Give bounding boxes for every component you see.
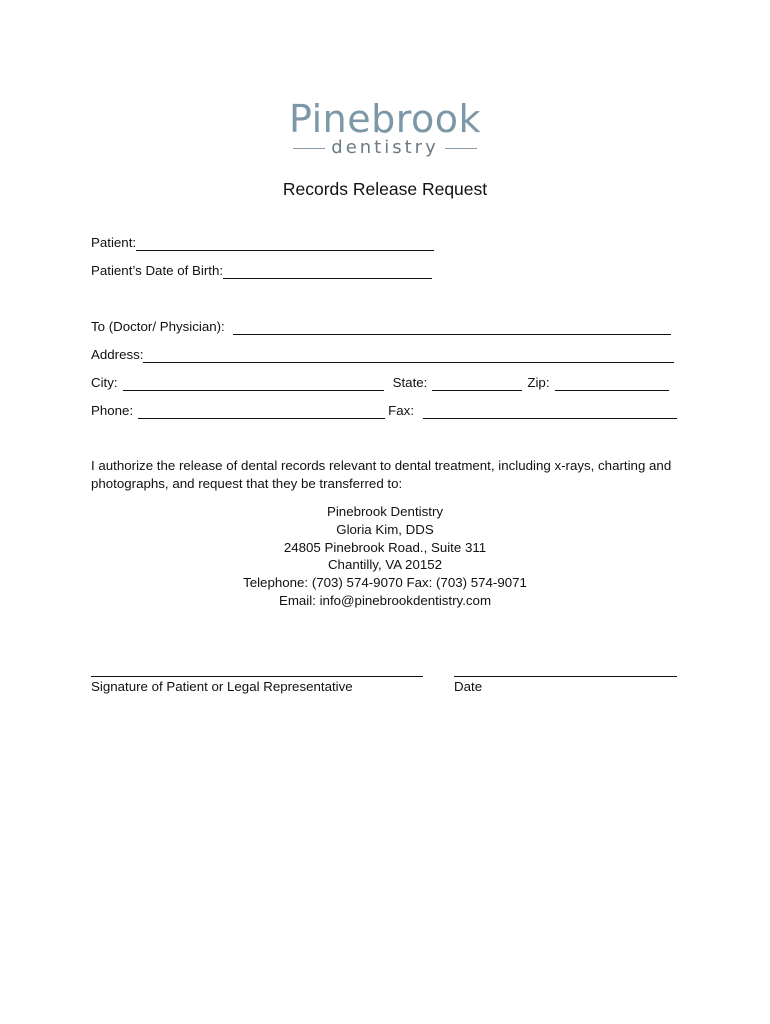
signature-label: Signature of Patient or Legal Representative <box>91 679 353 694</box>
phone-field[interactable] <box>138 405 385 419</box>
address-row <box>91 345 674 363</box>
recipient-address <box>0 503 770 610</box>
form-title: Records Release Request <box>282 179 488 199</box>
dob-label: Patient’s Date of Birth: <box>91 263 224 278</box>
zip-label: Zip: <box>527 375 550 390</box>
address-field[interactable] <box>143 349 674 363</box>
recipient-email: Email: info@pinebrookdentistry.com <box>278 592 492 608</box>
address-label: Address: <box>91 347 144 362</box>
logo-rule-left <box>293 148 325 149</box>
city-state-zip-row <box>91 373 669 391</box>
phone-label: Phone: <box>91 403 134 418</box>
phone-fax-row <box>91 401 677 419</box>
signature-line[interactable] <box>91 676 423 677</box>
date-label: Date <box>454 679 483 694</box>
recipient-practice: Pinebrook Dentistry <box>326 504 444 519</box>
doctor-row <box>91 317 671 335</box>
patient-field[interactable] <box>136 237 434 251</box>
state-label: State: <box>392 375 428 390</box>
fax-label: Fax: <box>388 403 415 418</box>
logo-tagline-row <box>0 138 770 158</box>
dob-row <box>91 261 432 279</box>
date-line[interactable] <box>454 676 677 677</box>
patient-row <box>91 233 434 251</box>
recipient-city-state-zip: Chantilly, VA 20152 <box>327 557 443 573</box>
authorization-text: I authorize the release of dental records relevant to dental treatment, including x-rays, charting and photographs, and request that they be transferred to: <box>91 458 672 491</box>
logo-wordmark: Pinebrook <box>288 97 481 141</box>
dob-field[interactable] <box>223 265 432 279</box>
city-field[interactable] <box>123 377 384 391</box>
recipient-street: 24805 Pinebrook Road., Suite 311 <box>283 539 487 555</box>
fax-field[interactable] <box>423 405 677 419</box>
state-field[interactable] <box>432 377 522 391</box>
city-label: City: <box>91 375 118 390</box>
patient-label: Patient: <box>91 235 137 250</box>
doctor-label: To (Doctor/ Physician): <box>91 319 225 334</box>
logo-rule-right <box>445 148 477 149</box>
doctor-field[interactable] <box>233 321 671 335</box>
recipient-doctor: Gloria Kim, DDS <box>336 521 434 537</box>
pinebrook-logo <box>0 96 770 158</box>
zip-field[interactable] <box>555 377 669 391</box>
logo-tagline: dentistry <box>331 137 439 158</box>
recipient-phones: Telephone: (703) 574-9070 Fax: (703) 574-9071 <box>243 575 527 591</box>
